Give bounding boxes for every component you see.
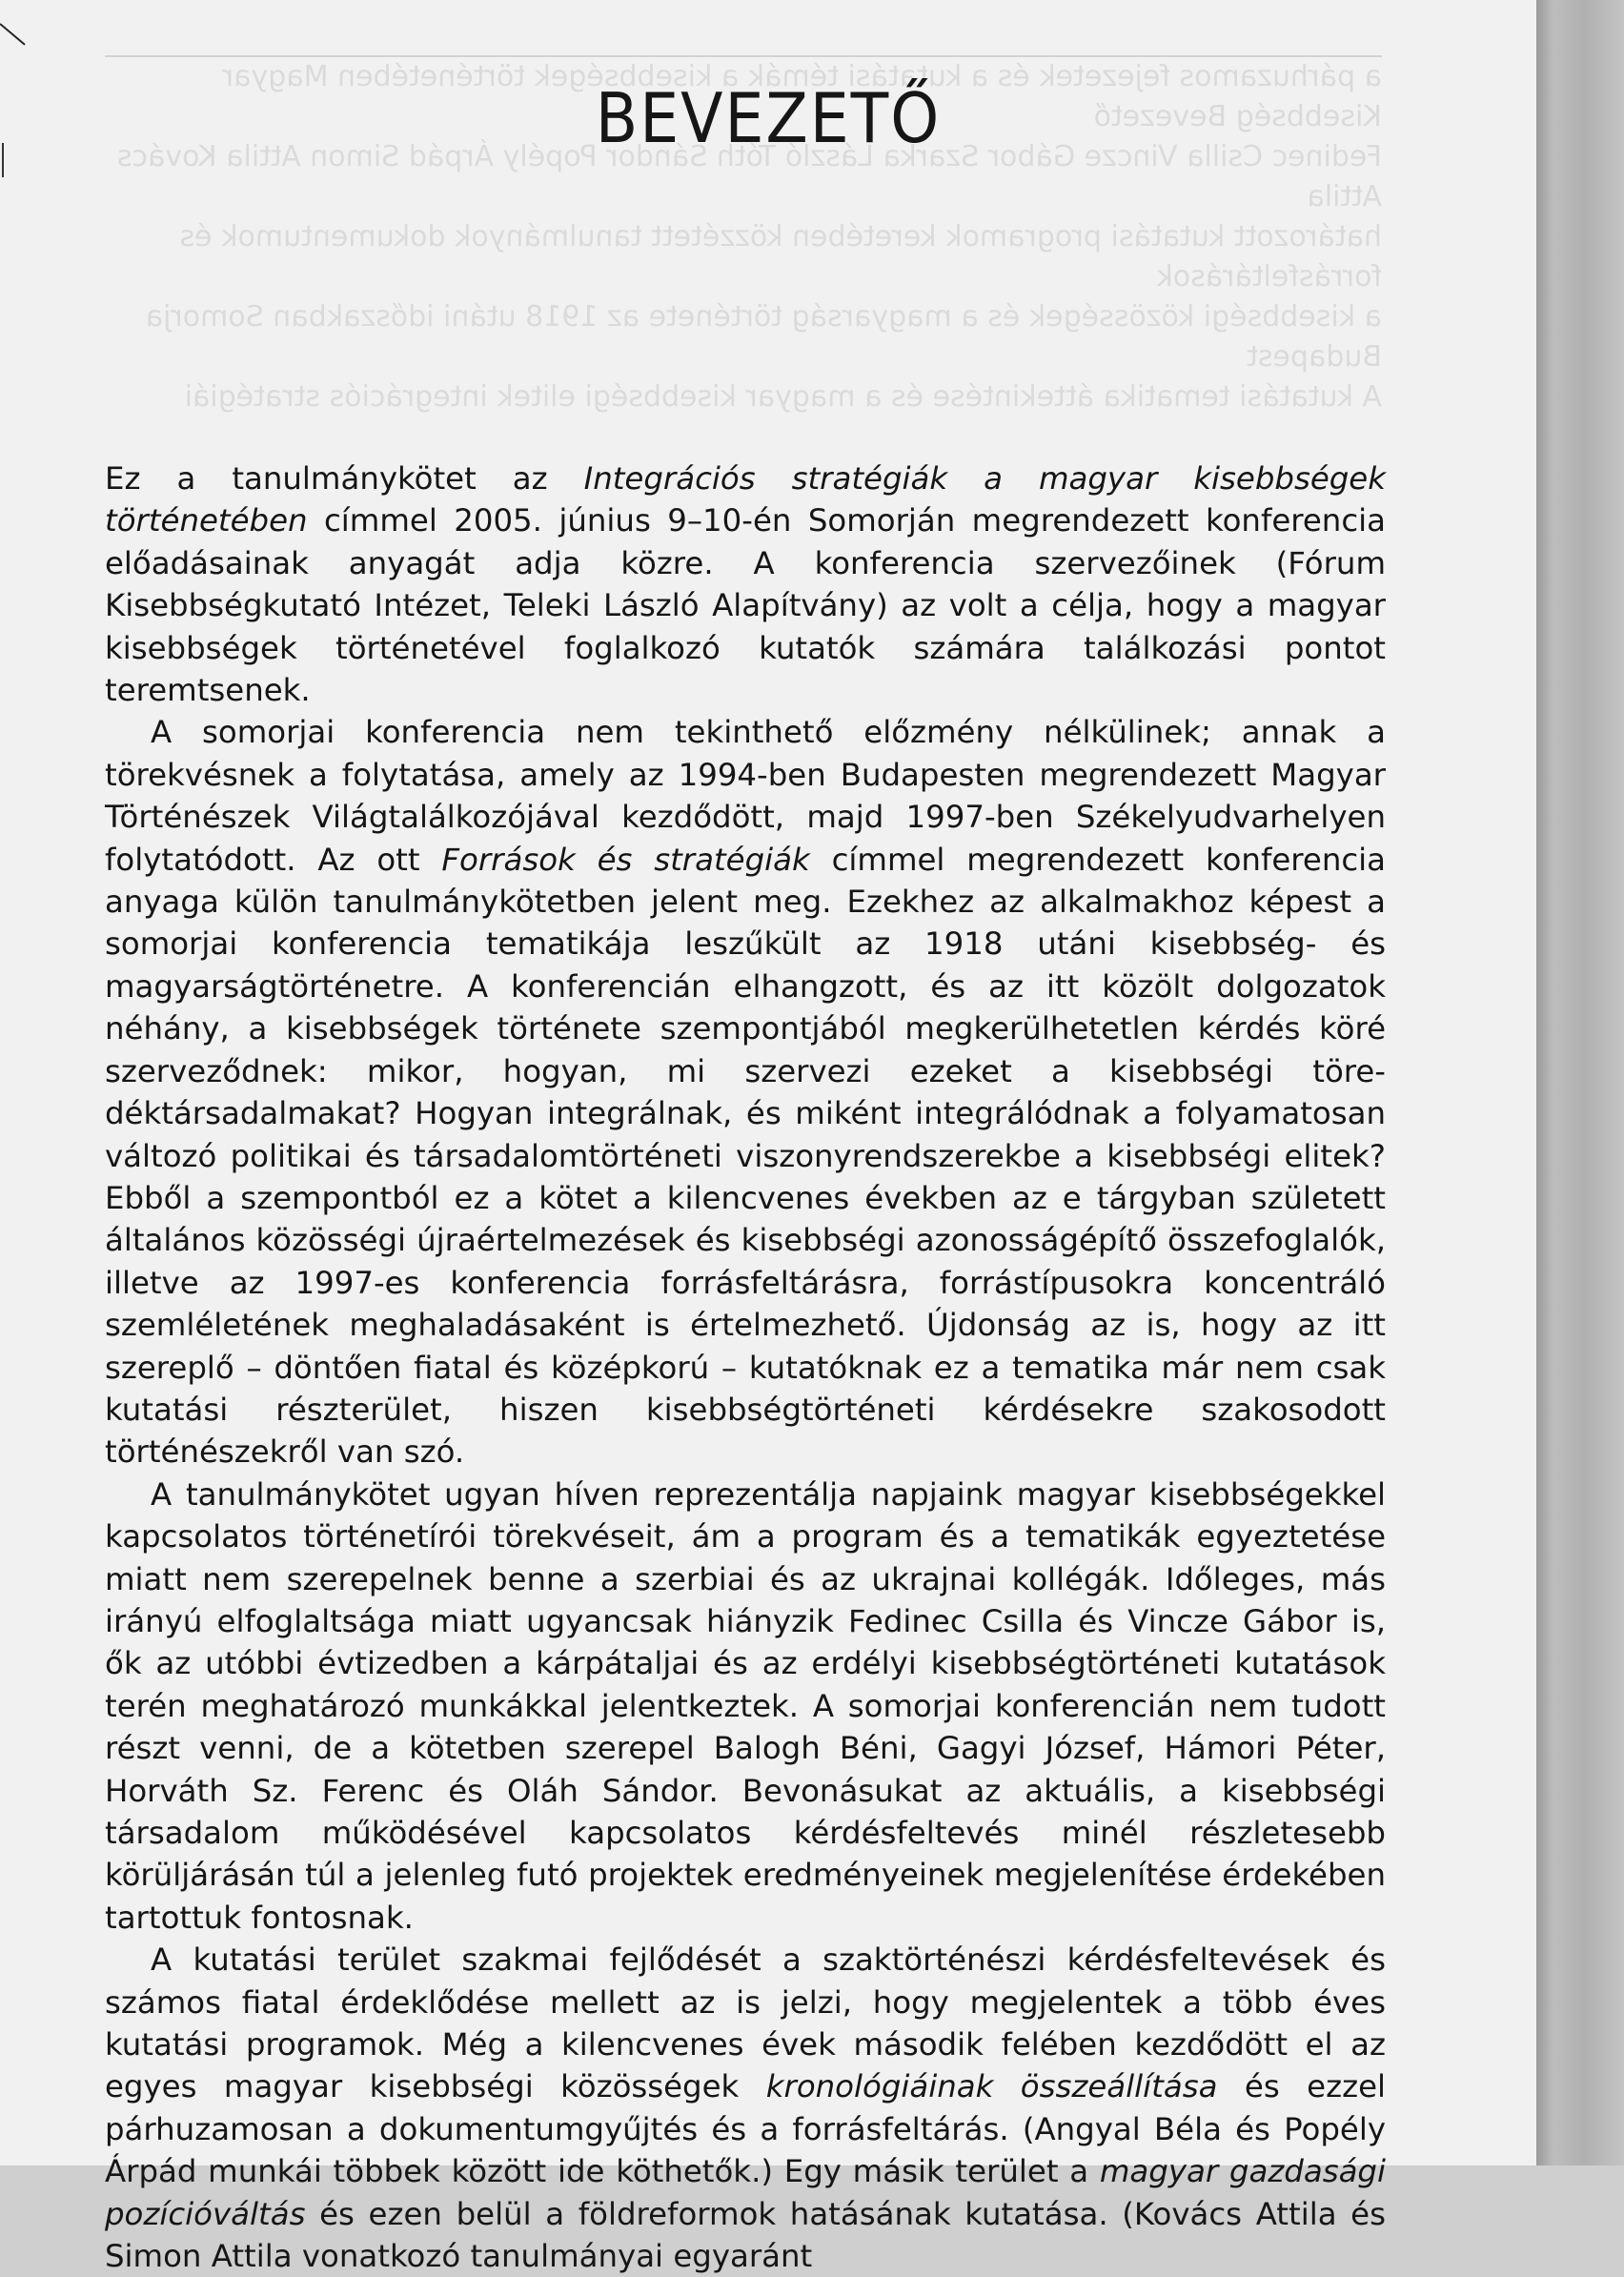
paragraph <box>105 457 1386 711</box>
page-edge-shadow <box>1536 0 1624 2165</box>
paragraph <box>105 711 1386 1473</box>
paragraph-text: Ez a tanulmánykötet az <box>105 460 584 497</box>
bleed-through-text: a párhuzamos fejezetek és a kutatási témák a kisebbségek történetében Magyar Kisebbség Bevezető Fedinec Csilla Vincze Gábor Szarka László Tóth Sándor Popély Árpád Simon Attila Kovács Attila határozott kutatási programok keretében közzétett tanulmányok dokumentumok és forrásfeltárások a kisebbségi közösségek és a magyarság története az 1918 utáni időszakban Somorja Budapest A kutatási tematika áttekintése és a magyar kisebbségi elitek integrációs stratégiái <box>116 60 1382 414</box>
paragraph-text: címmel 2005. június 9–10-én Somorján megrendezett konferencia előadásainak anyagát adja közre. A konferencia szervezőinek (Fórum Kisebbségkutató Intézet, Teleki László Alapítvány) az volt a célja, hogy a magyar kisebbségek történetével foglalkozó kutatók számára találkozási pontot teremtsenek. <box>105 502 1386 709</box>
italic-title: magyar gazdasági pozícióváltás <box>105 2153 1386 2232</box>
paragraph-text: A kutatási terület szakmai fejlődését a szaktörténészi kérdésfeltevések és számos fiatal érdeklődése mellett az is jelzi, hogy megjelentek a több éves kutatási programok. Még a kilencvenes évek második felében kezdődött el az egyes magyar kisebbségi közösségek <box>105 1942 1386 2105</box>
italic-title: Források és stratégiák <box>441 841 810 878</box>
ghost-running-header <box>105 10 1382 57</box>
margin-mark <box>0 23 26 45</box>
paragraph-text: A somorjai konferencia nem tekinthető előzmény nélkülinek; annak a törekvésnek a folytatása, amely az 1994-ben Budapesten megrendezett Magyar Történészek Világtalálkozójával kezdődött, majd 1997-ben Székelyudvarhelyen folytatódott. Az ott <box>105 714 1386 878</box>
italic-title: Integrációs stratégiák a magyar kisebbségek történetében <box>105 460 1386 539</box>
paragraph-text: A tanulmánykötet ugyan híven reprezentálja napjaink magyar kisebbségekkel kapcsolatos történetírói törekvéseit, ám a program és a tematikák egyeztetése miatt nem szerepelnek benne a szerbiai és az ukrajnai kollégák. Időleges, más irányú elfoglaltsága miatt ugyancsak hiányzik Fedinec Csilla és Vincze Gábor is, ők az utóbbi évtizedben a kárpátaljai és az erdélyi kisebbségtörténeti kutatások terén meghatározó munkákkal jelentkeztek. A somorjai konferencián nem tudott részt venni, de a kötetben szerepel Balogh Béni, Gagyi József, Hámori Péter, Horváth Sz. Ferenc és Oláh Sándor. Bevonásukat az aktuális, a kisebbségi társadalom működésével kapcsolatos kérdésfeltevés minél részletesebb körüljárásán túl a jelenleg futó projektek eredményeinek megjelenítése érdekében tartottuk fontosnak. <box>105 1475 1386 1936</box>
paragraph-text: és ezen belül a földreformok hatásának kutatása. (Kovács Attila és Simon Attila vonatkozó tanulmányai egyaránt <box>105 2195 1386 2275</box>
paragraph-text: és ezzel párhuzamosan a dokumentumgyűjtés és a forrásfeltárás. (Angyal Béla és Popély Árpád munkái többek között ide köthetők.) Egy másik terület a <box>105 2068 1386 2190</box>
chapter-title: BEVEZETŐ <box>595 78 942 158</box>
paragraph-text: címmel megrendezett konferencia anyaga külön tanulmánykötetben jelent meg. Ezekhez az alkalmakhoz képest a somorjai konferencia tematikája leszűkült az 1918 utáni kisebbség- és magyarságtörténetre. A konferencián elhangzott, és az itt közölt dolgozatok néhány, a kisebbségek története szempontjából megkerülhetetlen kérdés köré szerveződnek: mikor, hogyan, mi szervezi ezeket a kisebbségi töredéktársadalmakat? Hogyan integrálnak, és miként integrálódnak a folyamatosan változó politikai és társadalomtörténeti viszonyrendszerekbe a kisebbségi elitek? Ebből a szempontból ez a kötet a kilencvenes években az e tárgyban született általános közösségi újraértelmezések és kisebbségi azonosságépítő összefoglalók, illetve az 1997-es konferencia forrásfeltárásra, forrástípusokra koncentráló szemléletének meghaladásaként is értelmezhető. Újdonság az is, hogy az itt szereplő – döntően fiatal és középkorú – kutatóknak ez a tematika már nem csak kutatási részterület, hiszen kisebbségtörténeti kérdésekre szakosodott történészekről van szó. <box>105 841 1386 1471</box>
paragraph <box>105 1474 1386 1939</box>
body-text <box>105 457 1386 2277</box>
paragraph <box>105 1939 1386 2277</box>
italic-title: kronológiáinak összeállítása <box>765 2068 1218 2105</box>
